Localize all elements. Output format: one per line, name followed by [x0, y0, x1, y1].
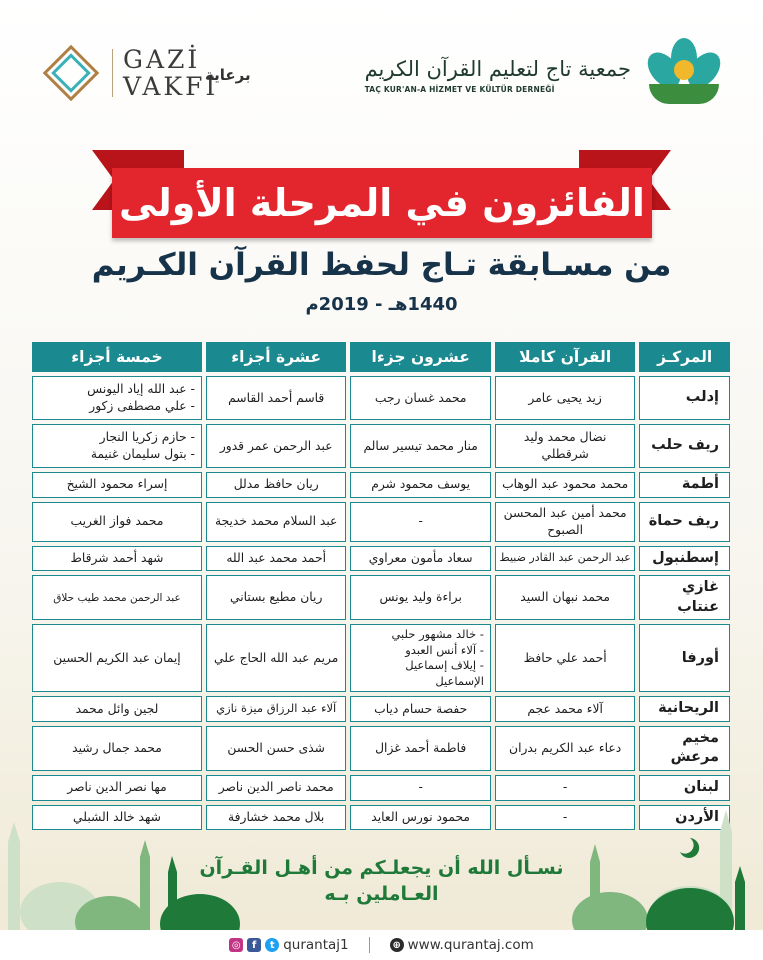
prayer-line-1: نسـأل الله أن يجعلـكم من أهـل القـرآن: [199, 857, 564, 879]
header-twenty-parts: عشرون جزءا: [350, 342, 490, 372]
five-parts-cell: محمد فواز الغريب: [32, 502, 202, 542]
full-quran-cell: -: [495, 775, 635, 801]
center-cell: مخيم مرعش: [639, 726, 730, 771]
gazi-vakfi-logo: [40, 42, 218, 104]
ten-parts-cell: ريان حافظ مدلل: [206, 472, 346, 498]
table-row: [32, 726, 730, 771]
instagram-icon[interactable]: ◎: [229, 938, 243, 952]
twenty-parts-cell: -: [350, 775, 490, 801]
table-row: [32, 376, 730, 420]
twenty-parts-cell: حفصة حسام دياب: [350, 696, 490, 722]
ten-parts-cell: مريم عبد الله الحاج علي: [206, 624, 346, 692]
gazi-emblem-icon: [40, 42, 102, 104]
twenty-parts-cell: براءة وليد يونس: [350, 575, 490, 620]
full-quran-cell: أحمد علي حافظ: [495, 624, 635, 692]
title-banner: [112, 168, 652, 238]
five-parts-cell: مها نصر الدين ناصر: [32, 775, 202, 801]
taj-emblem-icon: [645, 38, 723, 112]
table-row: [32, 424, 730, 468]
closing-prayer: [0, 856, 763, 907]
ten-parts-cell: شذى حسن الحسن: [206, 726, 346, 771]
ten-parts-cell: عبد الرحمن عمر قدور: [206, 424, 346, 468]
gazi-name: GAZİ: [123, 45, 201, 74]
full-quran-cell: دعاء عبد الكريم بدران: [495, 726, 635, 771]
center-cell: ريف حلب: [639, 424, 730, 468]
full-quran-cell: آلاء محمد عجم: [495, 696, 635, 722]
vakfi-name: VAKFI: [123, 72, 219, 101]
footer-bar: [0, 930, 763, 960]
year-label: 1440هـ - 2019م: [305, 294, 458, 315]
five-parts-cell: [32, 376, 202, 420]
center-cell: ريف حماة: [639, 502, 730, 542]
header-ten-parts: عشرة أجزاء: [206, 342, 346, 372]
five-parts-cell: إسراء محمود الشيخ: [32, 472, 202, 498]
website-link[interactable]: [390, 937, 534, 953]
full-quran-cell: زيد يحيى عامر: [495, 376, 635, 420]
full-quran-cell: محمد نبهان السيد: [495, 575, 635, 620]
twenty-parts-cell: -: [350, 502, 490, 542]
winner-name: - آلاء أنس العبدو: [405, 642, 484, 657]
ten-parts-cell: آلاء عبد الرزاق ميزة نازي: [206, 696, 346, 722]
center-cell: غازي عنتاب: [639, 575, 730, 620]
globe-icon: ⊕: [390, 938, 404, 952]
ten-parts-cell: محمد ناصر الدين ناصر: [206, 775, 346, 801]
header-five-parts: خمسة أجزاء: [32, 342, 202, 372]
five-parts-cell: شهد أحمد شرقاط: [32, 546, 202, 572]
center-cell: أطمة: [639, 472, 730, 498]
full-quran-cell: عبد الرحمن عبد القادر ضبيط: [495, 546, 635, 572]
sponsor-label: برعاية: [205, 66, 251, 84]
winner-name: - إيلاف إسماعيل الإسماعيل: [405, 658, 484, 688]
table-row: [32, 575, 730, 620]
five-parts-cell: عبد الرحمن محمد طيب حلاق: [32, 575, 202, 620]
full-quran-cell: نضال محمد وليد شرقطلي: [495, 424, 635, 468]
table-row: [32, 696, 730, 722]
taj-arabic-name: جمعية تاج لتعليم القرآن الكريم: [364, 56, 631, 81]
ten-parts-cell: قاسم أحمد القاسم: [206, 376, 346, 420]
winner-name: - حازم زكريا النجار: [99, 430, 195, 445]
twenty-parts-cell: محمود نورس العايد: [350, 805, 490, 831]
ten-parts-cell: أحمد محمد عبد الله: [206, 546, 346, 572]
table-row: [32, 546, 730, 572]
winner-name: - بتول سليمان غنيمة: [90, 447, 195, 461]
five-parts-cell: [32, 424, 202, 468]
twenty-parts-cell: سعاد مأمون معراوي: [350, 546, 490, 572]
full-quran-cell: محمد أمين عبد المحسن الصبوح: [495, 502, 635, 542]
five-parts-cell: محمد جمال رشيد: [32, 726, 202, 771]
table-row: [32, 502, 730, 542]
winner-name: - علي مصطفى زكور: [89, 399, 195, 413]
facebook-icon[interactable]: f: [247, 938, 261, 952]
twenty-parts-cell: فاطمة أحمد غزال: [350, 726, 490, 771]
table-row: [32, 472, 730, 498]
table-header-row: [32, 342, 730, 372]
header-full-quran: القرآن كاملا: [495, 342, 635, 372]
twenty-parts-cell: منار محمد تيسير سالم: [350, 424, 490, 468]
prayer-line-2: العـاملين بـه: [324, 882, 439, 905]
twitter-icon[interactable]: t: [265, 938, 279, 952]
website-url[interactable]: www.qurantaj.com: [407, 937, 534, 953]
center-cell: لبنان: [639, 775, 730, 801]
twenty-parts-cell: يوسف محمود شرم: [350, 472, 490, 498]
page-title: الفائزون في المرحلة الأولى: [119, 181, 645, 225]
ten-parts-cell: ريان مطيع بستاني: [206, 575, 346, 620]
ten-parts-cell: عبد السلام محمد خديجة: [206, 502, 346, 542]
center-cell: الريحانية: [639, 696, 730, 722]
taj-logo: [365, 38, 723, 112]
winner-name: - خالد مشهور حلبي: [391, 627, 484, 642]
table-row: [32, 775, 730, 801]
twenty-parts-cell: محمد غسان رجب: [350, 376, 490, 420]
five-parts-cell: شهد خالد الشبلي: [32, 805, 202, 831]
center-cell: أورفا: [639, 624, 730, 692]
center-cell: الأردن: [639, 805, 730, 831]
five-parts-cell: لجين وائل محمد: [32, 696, 202, 722]
full-quran-cell: -: [495, 805, 635, 831]
header-center: المركـز: [639, 342, 730, 372]
page-subtitle: من مسـابقة تـاج لحفظ القرآن الكـريم: [91, 247, 672, 283]
full-quran-cell: محمد محمود عبد الوهاب: [495, 472, 635, 498]
winners-table: [28, 338, 734, 834]
social-links[interactable]: [229, 937, 348, 953]
logo-divider: [112, 49, 113, 97]
center-cell: إسطنبول: [639, 546, 730, 572]
center-cell: إدلب: [639, 376, 730, 420]
table-row: [32, 624, 730, 692]
footer-divider: [369, 937, 370, 953]
twenty-parts-cell: [350, 624, 490, 692]
social-handle[interactable]: qurantaj1: [283, 937, 349, 953]
taj-turkish-name: TAÇ KUR'AN-A HİZMET VE KÜLTÜR DERNEĞİ: [364, 84, 555, 94]
winner-name: - عبد الله إياد اليونس: [87, 382, 195, 397]
ten-parts-cell: بلال محمد خشارفة: [206, 805, 346, 831]
five-parts-cell: إيمان عبد الكريم الحسين: [32, 624, 202, 692]
